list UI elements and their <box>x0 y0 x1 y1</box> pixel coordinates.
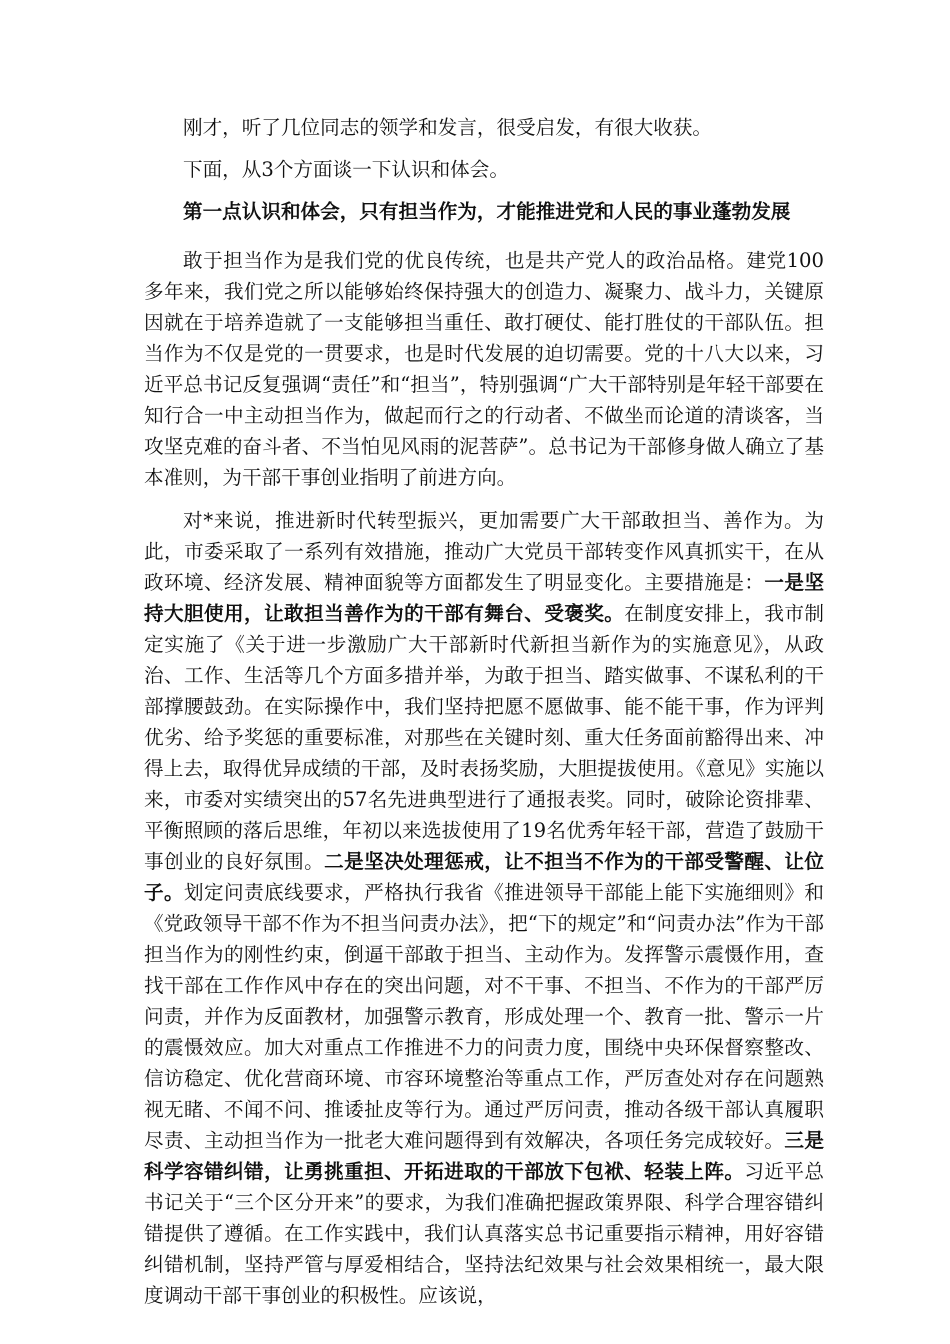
body-paragraph-1: 敢于担当作为是我们党的优良传统，也是共产党人的政治品格。建党100多年来，我们党之所以能够始终保持强大的创造力、凝聚力、战斗力，关键原因就在于培养造就了一支能够担当重任、敢打硬仗、能打胜仗的干部队伍。担当作为不仅是党的一贯要求，也是时代发展的迫切需要。党的十八大以来，习近平总书记反复强调“责任”和“担当”，特别强调“广大干部特别是年轻干部要在知行合一中主动担当作为，做起而行之的行动者、不做坐而论道的清谈客，当攻坚克难的奋斗者、不当怕见风雨的泥菩萨”。总书记为干部修身做人确立了基本准则，为干部干事创业指明了前进方向。 <box>144 249 824 489</box>
document-page <box>144 112 824 1323</box>
section-heading-1: 第一点认识和体会，只有担当作为，才能推进党和人民的事业蓬勃发展 <box>183 200 791 223</box>
measure-3-bold: 三是科学容错纠错，让勇挑重担、开拓进取的干部放下包袱、轻装上阵。 <box>144 1129 825 1183</box>
paragraph-2-text-d: 习近平总书记关于“三个区分开来”的要求，为我们准确把握政策界限、科学合理容错纠错提供了遵循。在工作实践中，我们认真落实总书记重要指示精神，用好容错纠错机制，坚持严管与厚爱相结合，坚持法纪效果与社会效果相统一，最大限度调动干部干事创业的积极性。应该说， <box>144 1160 825 1307</box>
intro-paragraph-1: 刚才，听了几位同志的领学和发言，很受启发，有很大收获。 <box>183 116 713 139</box>
paragraph-2-text-c: 划定问责底线要求，严格执行我省《推进领导干部能上能下实施细则》和《党政领导干部不作为不担当问责办法》，把“下的规定”和“问责办法”作为干部担当作为的刚性约束，倒逼干部敢于担当、主动作为。发挥警示震慑作用，查找干部在工作作风中存在的突出问题，对不干事、不担当、不作为的干部严厉问责，并作为反面教材，加强警示教育，形成处理一个、教育一批、警示一片的震慑效应。加大对重点工作推进不力的问责力度，围绕中央环保督察整改、信访稳定、优化营商环境、市容环境整治等重点工作，严厉查处对存在问题熟视无睹、不闻不问、推诿扯皮等行为。通过严厉问责，推动各级干部认真履职尽责、主动担当作为一批老大难问题得到有效解决，各项任务完成较好。 <box>144 881 825 1152</box>
body-paragraph-2 <box>144 505 824 1311</box>
measure-2-bold: 二是坚决处理惩戒，让不担当不作为的干部受警醒、让位子。 <box>144 850 825 904</box>
measure-1-bold: 一是坚持大胆使用，让敢担当善作为的干部有舞台、受褒奖。 <box>144 571 825 625</box>
paragraph-2-text-b: 在制度安排上，我市制定实施了《关于进一步激励广大干部新时代新担当新作为的实施意见》，从政治、工作、生活等几个方面多措并举，为敢于担当、踏实做事、不谋私利的干部撑腰鼓劲。在实际操作中，我们坚持把愿不愿做事、能不能干事，作为评判优劣、给予奖惩的重要标准，对那些在关键时刻、重大任务面前豁得出来、冲得上去，取得优异成绩的干部，及时表扬奖励，大胆提拔使用。《意见》实施以来，市委对实绩突出的57名先进典型进行了通报表奖。同时，破除论资排辈、平衡照顾的落后思维，年初以来选拔使用了19名优秀年轻干部，营造了鼓励干事创业的良好氛围。 <box>144 602 825 873</box>
intro-paragraph-2: 下面，从3个方面谈一下认识和体会。 <box>183 158 509 181</box>
paragraph-2-text-a: 对*来说，推进新时代转型振兴，更加需要广大干部敢担当、善作为。为此，市委采取了一系列有效措施，推动广大党员干部转变作风真抓实干，在从政环境、经济发展、精神面貌等方面都发生了明显变化。主要措施是： <box>144 509 824 594</box>
